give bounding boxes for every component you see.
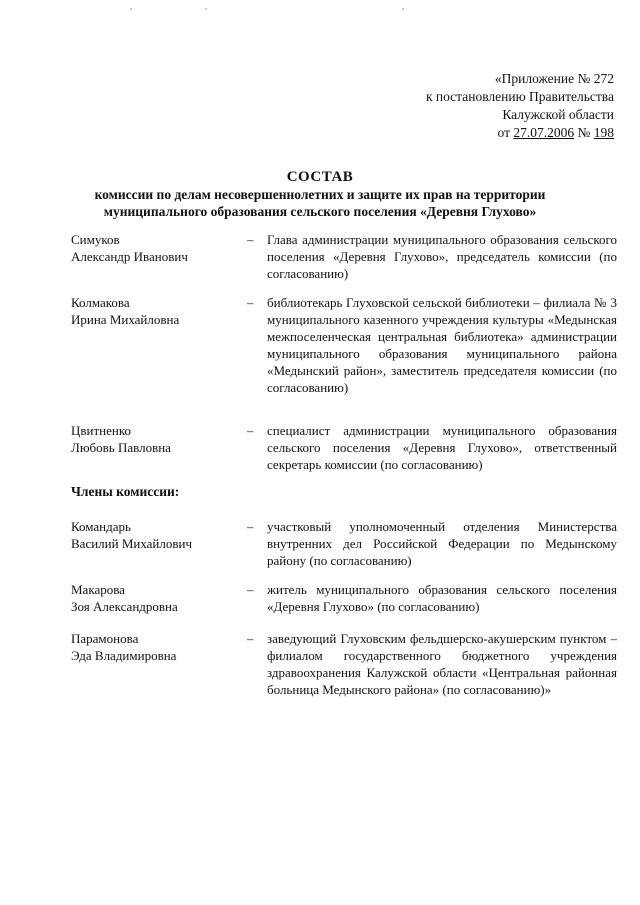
person-name [71,422,236,456]
appendix-reference [426,70,614,142]
person-name [71,231,236,265]
person-surname: Макарова [71,582,125,597]
scan-speck [205,8,207,10]
scan-speck [130,8,132,10]
appendix-line-3: Калужской области [502,107,614,122]
document-title: СОСТАВ [286,169,354,185]
entry-dash: – [247,423,254,438]
person-given-name: Василий Михайлович [71,536,193,551]
document-heading [60,168,580,220]
appendix-line-4 [426,124,614,142]
person-given-name: Александр Иванович [71,249,188,264]
document-subtitle-line-2: муниципального образования сельского поселения «Деревня Глухово» [103,204,537,219]
person-name [71,518,236,552]
person-role: специалист администрации муниципального образования сельского поселения «Деревня Глухово», ответственный секретарь комиссии (по согласованию) [267,423,617,472]
appendix-line-1: «Приложение № 272 [494,71,614,86]
entry-dash: – [247,232,254,247]
person-surname: Командарь [71,519,131,534]
entry-dash: – [247,295,254,310]
person-name [71,581,236,615]
person-surname: Цвитненко [71,423,132,438]
person-given-name: Зоя Александровна [71,599,178,614]
person-given-name: Ирина Михайловна [71,312,180,327]
person-role: библиотекарь Глуховской сельской библиотеки – филиала № 3 муниципального казенного учреждения культуры «Медынская межпоселенческая центральная библиотека» администрации муниципального образования муниципального района «Медынский район», заместитель председателя комиссии (по согласованию) [267,295,617,395]
person-surname: Парамонова [71,631,139,646]
person-given-name: Эда Владимировна [71,648,177,663]
scan-speck [402,8,404,10]
person-name [71,630,236,664]
appendix-date: 27.07.2006 [513,125,575,140]
person-role: заведующий Глуховским фельдшерско-акушерским пунктом – филиалом государственного бюджетного учреждения здравоохранения Калужской области «Центральная районная больница Медынского района» (по согласованию)» [267,631,617,697]
person-role: Глава администрации муниципального образования сельского поселения «Деревня Глухово», председатель комиссии (по согласованию) [267,232,617,281]
entry-dash: – [247,519,254,534]
person-role: участковый уполномоченный отделения Министерства внутренних дел Российской Федерации по Медынскому району (по согласованию) [267,519,617,568]
members-heading: Члены комиссии: [71,484,180,499]
person-given-name: Любовь Павловна [71,440,171,455]
entry-dash: – [247,582,254,597]
entry-dash: – [247,631,254,646]
person-name [71,294,236,328]
person-surname: Симуков [71,232,120,247]
appendix-number-sign: № [574,125,594,140]
appendix-date-prefix: от [497,125,514,140]
appendix-line-2: к постановлению Правительства [425,89,614,104]
person-role: житель муниципального образования сельского поселения «Деревня Глухово» (по согласованию) [267,582,617,614]
document-subtitle-line-1: комиссии по делам несовершеннолетних и защите их прав на территории [94,187,546,202]
appendix-number: 198 [593,125,614,140]
person-surname: Колмакова [71,295,130,310]
